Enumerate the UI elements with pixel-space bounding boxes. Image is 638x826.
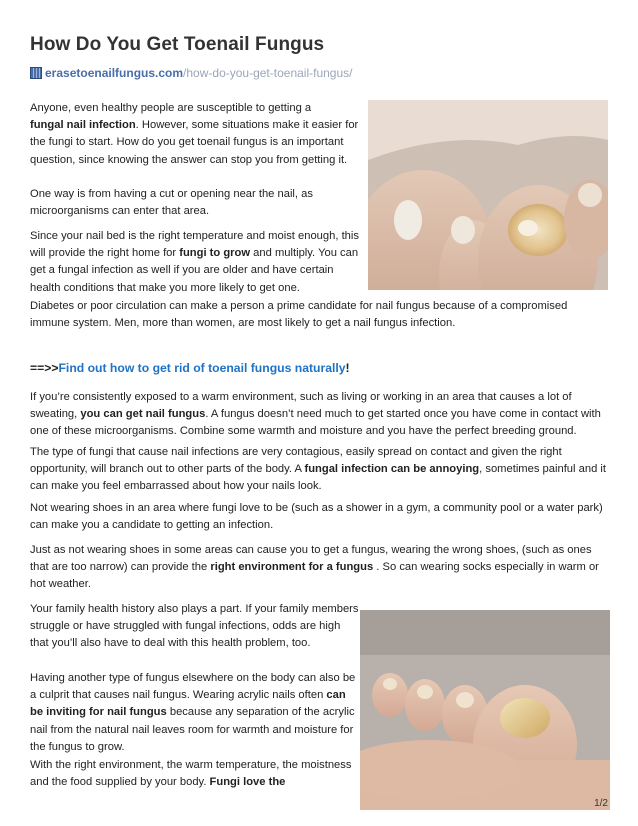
- source-domain[interactable]: erasetoenailfungus.com: [45, 66, 184, 80]
- text-span: Anyone, even healthy people are susceptible to getting a: [30, 102, 312, 114]
- paragraph-cut: One way is from having a cut or opening near the nail, as microorganisms can enter that area.: [30, 188, 313, 218]
- bold-phrase: fungal infection can be annoying: [304, 463, 480, 476]
- text-span: . So can wearing socks especially in warm or hot weather.: [30, 561, 599, 591]
- paragraph-nail-bed: [30, 228, 360, 297]
- paragraph-family-history: Your family health history also plays a part. If your family members struggle or have struggled with fungal infections, odds are high that you’ll also have to deal with this health problem, too.: [30, 603, 359, 650]
- cta-arrow: ==>>: [30, 361, 59, 375]
- paragraph-warm-environment: [30, 389, 610, 441]
- bold-phrase: Fungi love the: [209, 776, 286, 789]
- bold-phrase: fungi to grow: [179, 247, 251, 260]
- bold-phrase: fungal nail infection: [30, 119, 136, 132]
- text-span: because any separation of the acrylic nail from the natural nail leaves room for warmth and moisture for the fungus to grow.: [30, 706, 355, 753]
- foot-toes-illustration: [360, 610, 610, 810]
- text-span: , sometimes painful and it can make you feel embarrassed about how your nails look.: [30, 463, 606, 493]
- paragraph-shoes: Not wearing shoes in an area where fungi love to be (such as a shower in a gym, a community pool or a water park) can make you a candidate to getting an infection.: [30, 502, 603, 532]
- paragraph-right-environment: [30, 757, 360, 791]
- toes-closeup-illustration: [368, 100, 608, 290]
- text-span: With the right environment, the warm temperature, the moistness and the food supplied by your body.: [30, 759, 352, 789]
- paragraph-contagious: [30, 444, 610, 496]
- paragraph-diabetes: Diabetes or poor circulation can make a person a prime candidate for nail fungus because of a compromised immune system. Men, more than women, are most likely to get a nail fungus infection.: [30, 300, 568, 330]
- source-url[interactable]: [30, 66, 352, 80]
- toenail-fungus-photo: [368, 100, 608, 290]
- text-span: Just as not wearing shoes in some areas can cause you to get a fungus, wearing the wrong shoes, (such as ones that are too narrow) can provide the: [30, 544, 592, 574]
- text-span: and multiply. You can get a fungal infection as well if you are older and have certain health conditions that make you more likely to get one.: [30, 247, 359, 294]
- paragraph-wrong-shoes: [30, 542, 610, 594]
- text-span: . However, some situations make it easier for the fungi to start. How do you get toenail fungus is an important question, since knowing the answer can stop you from getting it.: [30, 119, 359, 166]
- paragraph-intro: [30, 100, 360, 169]
- bold-phrase: can be inviting for nail fungus: [30, 689, 346, 719]
- paragraph-acrylic: [30, 670, 360, 756]
- cta-link[interactable]: Find out how to get rid of toenail fungus naturally: [58, 361, 346, 375]
- bold-phrase: right environment for a fungus: [210, 561, 374, 574]
- text-span: The type of fungi that cause nail infections are very contagious, easily spread on contact and given the right opportunity, will branch out to other parts of the body. A: [30, 446, 562, 476]
- source-path[interactable]: /how-do-you-get-toenail-fungus/: [183, 66, 353, 80]
- text-span: Having another type of fungus elsewhere on the body can also be a culprit that causes nail fungus. Wearing acrylic nails often: [30, 672, 356, 702]
- bold-phrase: you can get nail fungus: [80, 408, 206, 421]
- toenail-fungus-photo-2: [360, 610, 610, 810]
- text-span: . A fungus doesn’t need much to get started once you have come in contact with one of these microorganisms. Combine some warmth and moisture and you have the perfect breeding ground.: [30, 408, 601, 438]
- cta-end: !: [345, 361, 350, 375]
- text-span: Since your nail bed is the right temperature and moist enough, this will provide the right home for: [30, 230, 359, 260]
- page-number: 1/2: [594, 798, 608, 809]
- cta-line: [30, 361, 350, 375]
- page-title: How Do You Get Toenail Fungus: [30, 34, 325, 55]
- text-span: If you’re consistently exposed to a warm environment, such as living or working in an area that causes a lot of sweating,: [30, 391, 572, 421]
- site-favicon-icon: [30, 67, 42, 79]
